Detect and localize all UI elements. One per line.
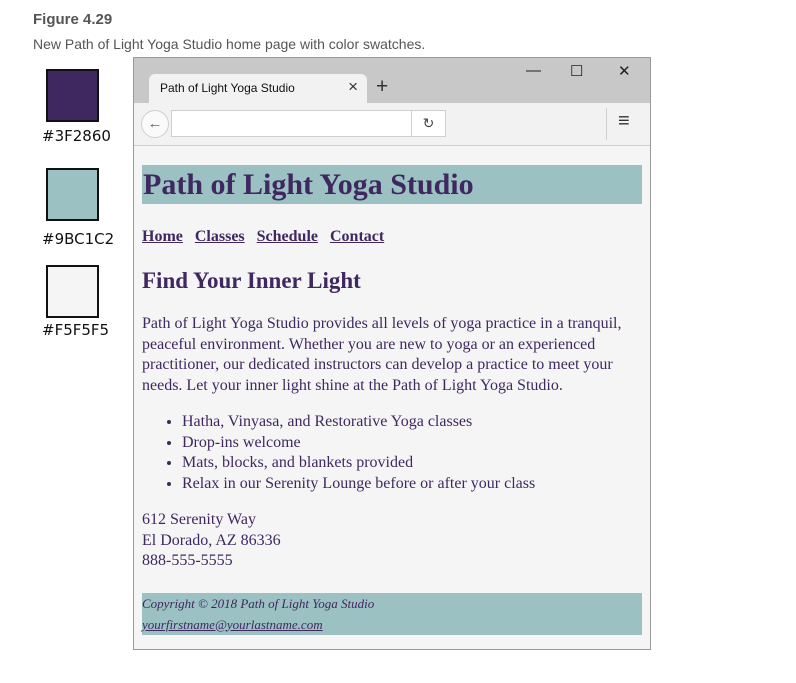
page-content <box>142 165 642 635</box>
hamburger-menu-icon[interactable]: ≡ <box>618 110 630 132</box>
nav-link-contact[interactable]: Contact <box>330 228 385 245</box>
main-content <box>142 267 642 572</box>
site-header <box>142 165 642 204</box>
swatch-label-primary: #3F2860 <box>42 127 111 145</box>
site-footer <box>142 593 642 635</box>
site-heading: Path of Light Yoga Studio <box>143 168 474 201</box>
swatch-accent <box>46 168 99 221</box>
swatch-label-background: #F5F5F5 <box>42 321 110 339</box>
site-nav <box>142 228 642 248</box>
list-item: • Drop-ins welcome <box>182 433 642 454</box>
swatch-label-accent: #9BC1C2 <box>42 230 115 248</box>
address-street: 612 Serenity Way <box>142 511 256 528</box>
nav-toolbar <box>134 103 650 146</box>
browser-tab[interactable] <box>149 74 367 103</box>
footer-copyright: Copyright © 2018 Path of Light Yoga Studio <box>142 595 375 611</box>
footer-email-link[interactable]: yourfirstname@yourlastname.com <box>142 616 323 632</box>
toolbar-separator <box>606 108 607 140</box>
figure-caption: New Path of Light Yoga Studio home page with color swatches. <box>33 36 426 52</box>
new-tab-icon[interactable]: + <box>376 75 389 98</box>
nav-link-schedule[interactable]: Schedule <box>256 228 318 245</box>
tab-close-icon[interactable]: × <box>348 77 358 96</box>
tab-title: Path of Light Yoga Studio <box>160 81 295 95</box>
reload-icon[interactable]: ↻ <box>411 111 445 136</box>
feature-list <box>142 412 642 494</box>
close-window-icon[interactable]: ✕ <box>618 63 631 80</box>
title-bar <box>134 58 650 103</box>
list-item: • Relax in our Serenity Lounge before or after your class <box>182 474 642 495</box>
page-subheading: Find Your Inner Light <box>142 268 361 293</box>
address-block <box>142 510 642 572</box>
back-arrow-icon[interactable]: ← <box>141 110 169 138</box>
swatch-primary <box>46 69 99 122</box>
nav-link-classes[interactable]: Classes <box>194 228 245 245</box>
list-item: • Hatha, Vinyasa, and Restorative Yoga classes <box>182 412 642 433</box>
address-bar[interactable] <box>171 110 446 137</box>
maximize-icon[interactable]: ☐ <box>570 63 584 80</box>
list-item: • Mats, blocks, and blankets provided <box>182 453 642 474</box>
figure-title: Figure 4.29 <box>33 11 113 28</box>
browser-window <box>133 57 651 650</box>
address-phone: 888-555-5555 <box>142 552 233 569</box>
minimize-icon[interactable]: — <box>526 62 541 79</box>
nav-link-home[interactable]: Home <box>142 228 183 245</box>
address-city: El Dorado, AZ 86336 <box>142 531 281 549</box>
intro-paragraph: Path of Light Yoga Studio provides all levels of yoga practice in a tranquil, peaceful environment. Whether you are new to yoga or an experienced practitioner, our dedicated instructors can develop a practice to meet your needs. Let your inner light shine at the Path of Light Yoga Studio. <box>142 315 622 394</box>
swatch-background <box>46 265 99 318</box>
